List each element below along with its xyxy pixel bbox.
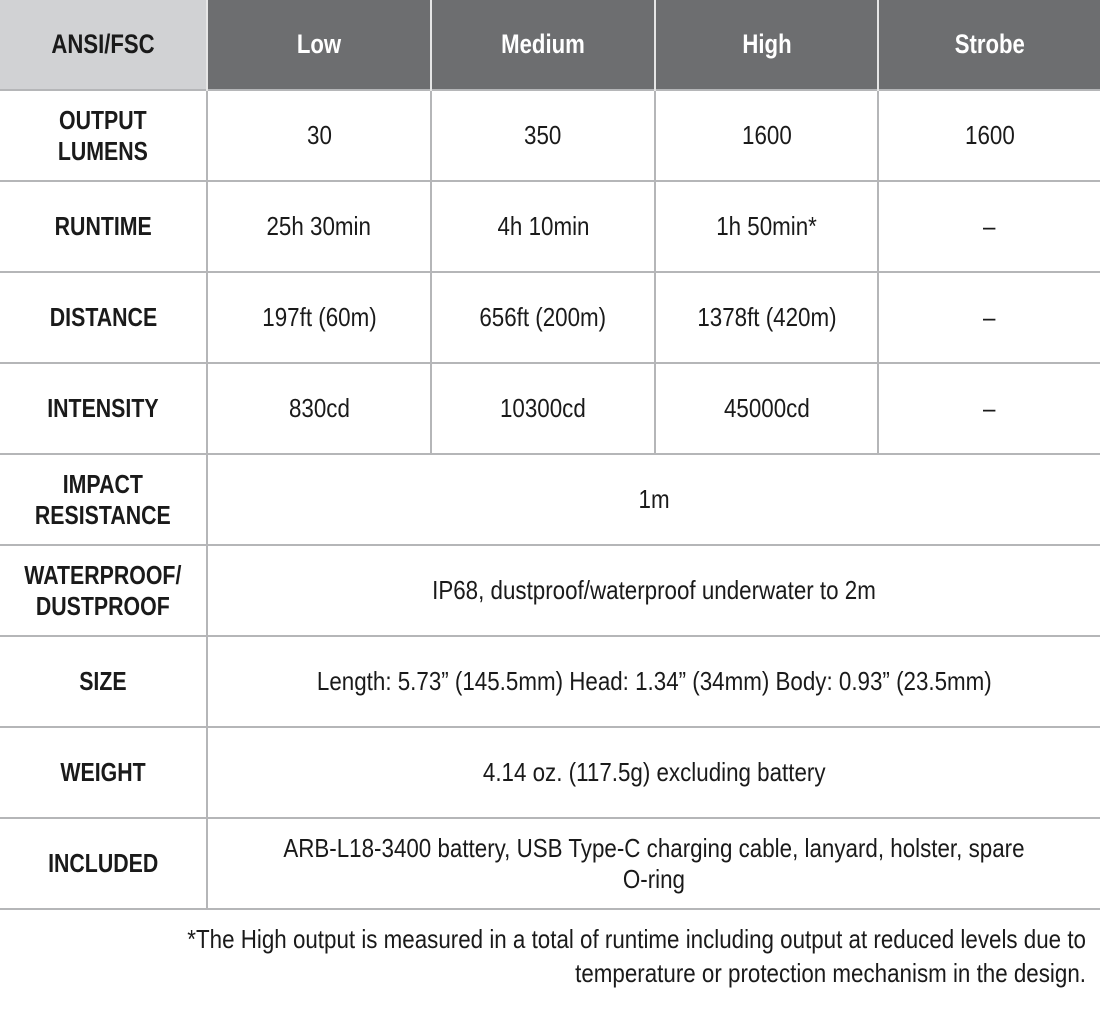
- cell-medium: [431, 363, 655, 454]
- cell-high: [655, 90, 878, 181]
- cell-value: 25h 30min: [266, 211, 372, 241]
- cell-value: 830cd: [288, 393, 350, 423]
- table-row-output-lumens: [0, 90, 1100, 181]
- cell-merged: [207, 545, 1100, 636]
- row-label-text: [35, 469, 171, 531]
- cell-value: 4h 10min: [497, 211, 589, 241]
- column-header-text: Medium: [501, 29, 585, 59]
- column-header-text: High: [741, 29, 792, 59]
- table-row-waterproof: [0, 545, 1100, 636]
- row-label-line2: RESISTANCE: [35, 499, 171, 530]
- row-label-line1: WATERPROOF/: [24, 559, 182, 590]
- row-label: [0, 454, 207, 545]
- cell-high: [655, 363, 878, 454]
- table-row-impact-resistance: [0, 454, 1100, 545]
- row-label-line2: LUMENS: [57, 135, 149, 166]
- cell-value: Length: 5.73” (145.5mm) Head: 1.34” (34mm) Body: 0.93” (23.5mm): [316, 666, 992, 696]
- row-label-text: [58, 105, 148, 167]
- header-row: [0, 0, 1100, 90]
- cell-value: –: [983, 302, 996, 332]
- row-label-line2: DUSTPROOF: [36, 590, 170, 621]
- row-label-text: DISTANCE: [49, 302, 157, 332]
- cell-value: 656ft (200m): [479, 302, 607, 332]
- cell-strobe: [878, 272, 1100, 363]
- table-row-runtime: [0, 181, 1100, 272]
- column-header-strobe: [878, 0, 1100, 90]
- row-label-text: WEIGHT: [60, 757, 146, 787]
- cell-value: 1h 50min*: [716, 211, 817, 241]
- cell-merged: [207, 454, 1100, 545]
- row-label: [0, 181, 207, 272]
- cell-low: [207, 272, 431, 363]
- column-header-medium: [431, 0, 655, 90]
- table-row-weight: [0, 727, 1100, 818]
- cell-merged: [207, 727, 1100, 818]
- cell-value: –: [983, 211, 996, 241]
- cell-strobe: [878, 90, 1100, 181]
- cell-value: 30: [306, 120, 332, 150]
- cell-high: [655, 272, 878, 363]
- cell-merged: [207, 818, 1100, 909]
- cell-merged: [207, 636, 1100, 727]
- cell-value: 197ft (60m): [261, 302, 377, 332]
- cell-value: 1m: [638, 484, 670, 514]
- cell-medium: [431, 272, 655, 363]
- row-label: [0, 727, 207, 818]
- column-header-high: [655, 0, 878, 90]
- cell-value: 4.14 oz. (117.5g) excluding battery: [482, 757, 826, 787]
- cell-high: [655, 181, 878, 272]
- footnote-line2: temperature or protection mechanism in the design.: [575, 958, 1086, 988]
- row-label: [0, 363, 207, 454]
- footnote: [26, 922, 1086, 990]
- row-label-text: [24, 560, 181, 622]
- row-label: [0, 90, 207, 181]
- row-label-line1: OUTPUT: [59, 104, 147, 135]
- cell-value: 1378ft (420m): [696, 302, 837, 332]
- table-row-size: [0, 636, 1100, 727]
- corner-label-text: ANSI/FSC: [51, 29, 155, 59]
- cell-strobe: [878, 181, 1100, 272]
- row-label: [0, 818, 207, 909]
- cell-value: 350: [524, 120, 562, 150]
- cell-medium: [431, 90, 655, 181]
- cell-medium: [431, 181, 655, 272]
- column-header-text: Low: [296, 29, 342, 59]
- row-label-text: SIZE: [79, 666, 127, 696]
- row-label-text: RUNTIME: [54, 211, 152, 241]
- cell-value-line1: ARB-L18-3400 battery, USB Type-C charging cable, lanyard, holster, spare: [283, 832, 1025, 863]
- row-label: [0, 545, 207, 636]
- cell-value: 10300cd: [500, 393, 586, 423]
- cell-low: [207, 181, 431, 272]
- cell-value: –: [983, 393, 996, 423]
- row-label: [0, 636, 207, 727]
- cell-low: [207, 90, 431, 181]
- table-row-distance: [0, 272, 1100, 363]
- row-label-text: INTENSITY: [47, 393, 159, 423]
- cell-low: [207, 363, 431, 454]
- cell-strobe: [878, 363, 1100, 454]
- cell-value: IP68, dustproof/waterproof underwater to 2m: [432, 575, 876, 605]
- cell-value: [283, 833, 1024, 895]
- cell-value-line2: O-ring: [622, 863, 686, 894]
- row-label-line1: IMPACT: [62, 468, 144, 499]
- column-header-low: [207, 0, 431, 90]
- footnote-line1: *The High output is measured in a total of runtime including output at reduced levels due to: [187, 924, 1086, 954]
- cell-value: 1600: [741, 120, 792, 150]
- table-row-included: [0, 818, 1100, 909]
- spec-table-header: [0, 0, 1100, 90]
- table-row-intensity: [0, 363, 1100, 454]
- cell-value: 45000cd: [723, 393, 810, 423]
- row-label-text: INCLUDED: [47, 848, 159, 878]
- spec-table-body: [0, 90, 1100, 909]
- cell-value: 1600: [964, 120, 1015, 150]
- column-header-text: Strobe: [954, 29, 1025, 59]
- corner-label: [0, 0, 207, 90]
- row-label: [0, 272, 207, 363]
